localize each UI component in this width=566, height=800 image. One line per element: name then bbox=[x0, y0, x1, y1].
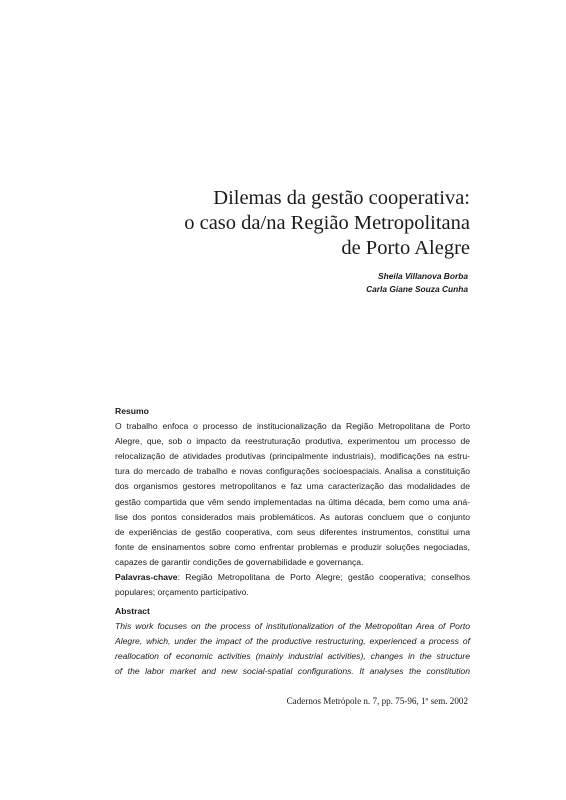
resumo-line: gestão compartida que vêm sendo implementadas na última década, bem como uma aná- bbox=[115, 496, 470, 507]
abstract-line: of the labor market and new social-spatial configurations. It analyses the constitution bbox=[115, 666, 470, 677]
resumo-line: tura do mercado de trabalho e novas configurações socioespaciais. Analisa a constituição bbox=[115, 466, 470, 477]
journal-citation: Cadernos Metrópole n. 7, pp. 75-96, 1º sem. 2002 bbox=[286, 696, 468, 706]
resumo-line: de experiências de gestão cooperativa, com seus diferentes instrumentos, constitui uma bbox=[115, 526, 470, 537]
keywords-label: Palavras-chave bbox=[115, 572, 178, 583]
title-line-1: Dilemas da gestão cooperativa: bbox=[213, 187, 470, 209]
title-line-2: o caso da/na Região Metropolitana bbox=[184, 212, 470, 234]
keywords-line-1 bbox=[115, 570, 470, 585]
resumo-line: O trabalho enfoca o processo de institucionalização da Região Metropolitana de Porto bbox=[115, 421, 470, 432]
abstract-heading: Abstract bbox=[115, 606, 150, 616]
keywords-line-2: populares; orçamento participativo. bbox=[115, 587, 249, 598]
abstract-section bbox=[115, 604, 470, 679]
abstract-line: reallocation of economic activities (mainly industrial activities), changes in the structure bbox=[115, 651, 470, 662]
resumo-line: lise dos pontos considerados mais problemáticos. As autoras concluem que o conjunto bbox=[115, 511, 470, 522]
resumo-line: Alegre, que, sob o impacto da reestruturação produtiva, experimentou um processo de bbox=[115, 436, 470, 447]
resumo-body bbox=[115, 419, 470, 570]
author-name: Sheila Villanova Borba bbox=[378, 271, 468, 281]
author-list bbox=[366, 270, 468, 295]
resumo-heading: Resumo bbox=[115, 406, 149, 416]
abstract-line: Alegre, which, under the impact of the productive restructuring, experienced a process of bbox=[115, 636, 470, 647]
resumo-line: dos organismos gestores metropolitanos e faz uma caracterização das modalidades de bbox=[115, 481, 470, 492]
article-title bbox=[184, 186, 470, 261]
title-line-3: de Porto Alegre bbox=[341, 237, 470, 259]
author-name: Carla Giane Souza Cunha bbox=[366, 283, 468, 294]
resumo-section bbox=[115, 404, 470, 600]
resumo-line: relocalização de atividades produtivas (principalmente industriais), modificações na estru- bbox=[115, 451, 470, 462]
resumo-line: fonte de ensinamentos sobre como enfrentar problemas e produzir soluções negociadas, bbox=[115, 541, 470, 552]
resumo-line: capazes de garantir condições de governabilidade e governança. bbox=[115, 556, 364, 567]
abstract-body bbox=[115, 619, 470, 679]
abstract-line: This work focuses on the process of institutionalization of the Metropolitan Area of Porto bbox=[115, 621, 470, 632]
keywords-list: : Região Metropolitana de Porto Alegre; gestão cooperativa; conselhos bbox=[177, 572, 470, 583]
keywords bbox=[115, 570, 470, 600]
